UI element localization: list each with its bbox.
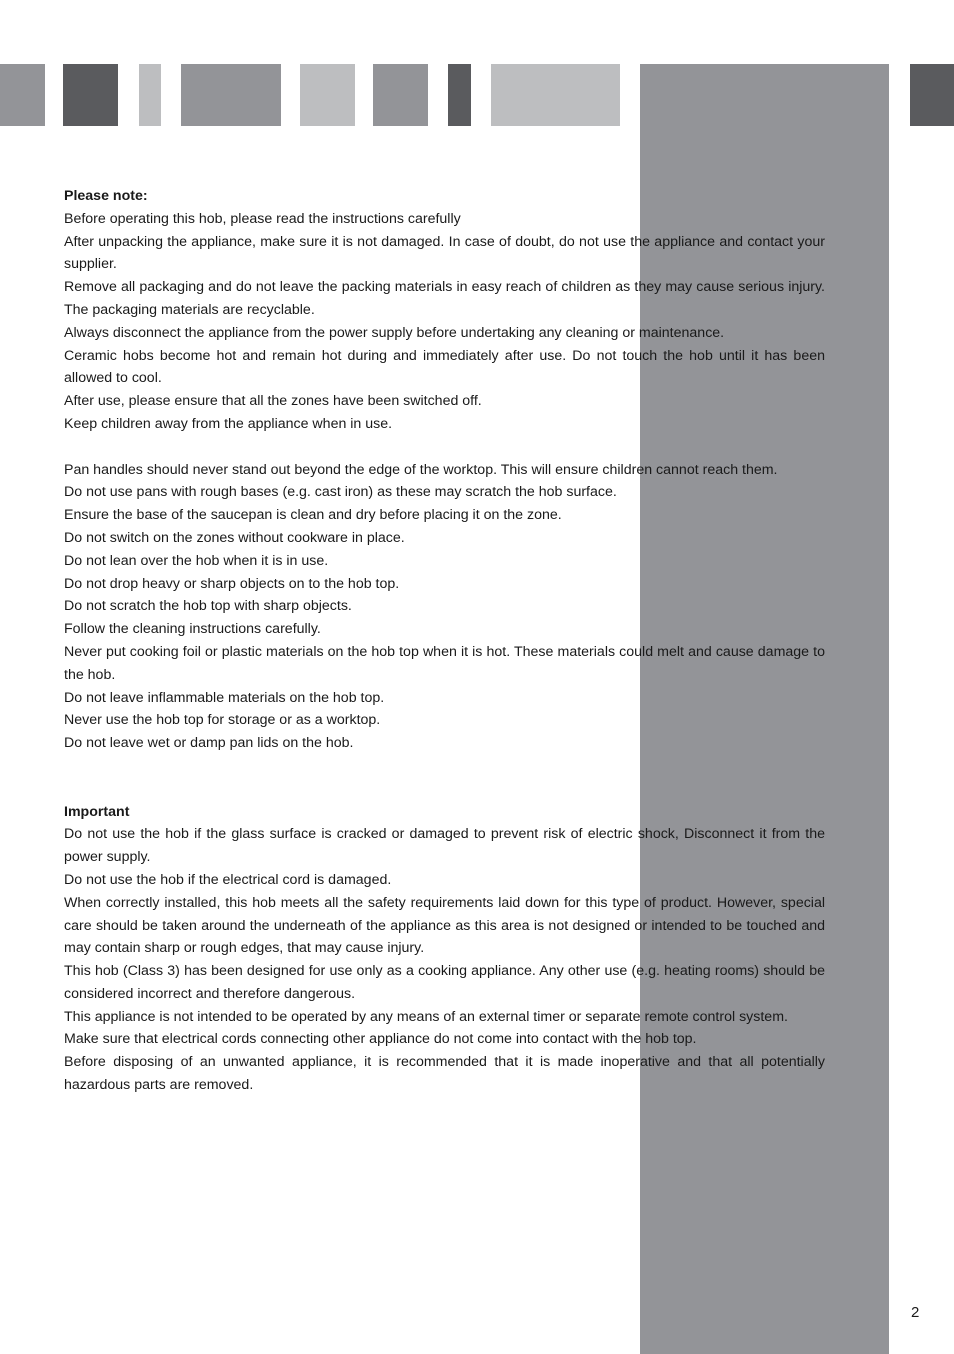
important-item: This hob (Class 3) has been designed for use only as a cooking appliance. Any other use (e.g. heating rooms) should be considered incorrect and therefore dangerous. (64, 963, 825, 1002)
note-item: Do not drop heavy or sharp objects on to the hob top. (64, 575, 400, 592)
note-item: Do not switch on the zones without cookware in place. (64, 529, 405, 546)
note-item: Remove all packaging and do not leave the packing materials in easy reach of children as they may cause serious injury. The packaging materials are recyclable. (64, 279, 825, 318)
note-item: After use, please ensure that all the zones have been switched off. (64, 393, 482, 410)
header-block-9 (910, 64, 954, 126)
header-block-4 (181, 64, 281, 126)
important-item: Do not use the hob if the glass surface is cracked or damaged to prevent risk of electric shock, Disconnect it from the power supply. (64, 826, 825, 866)
important-item: This appliance is not intended to be operated by any means of an external timer or separate remote control system. (64, 1008, 788, 1025)
note-list-1 (64, 208, 825, 436)
note-item: Always disconnect the appliance from the power supply before undertaking any cleaning or maintenance. (64, 324, 725, 341)
header-block-2 (63, 64, 118, 126)
note-item: Do not lean over the hob when it is in use. (64, 552, 329, 569)
note-item: Follow the cleaning instructions carefully. (64, 621, 321, 638)
main-content (64, 185, 825, 1097)
note-item: Before operating this hob, please read the instructions carefully (64, 210, 461, 227)
note-item: Do not scratch the hob top with sharp objects. (64, 598, 352, 615)
important-item: Before disposing of an unwanted appliance, it is recommended that it is made inoperative and that all potentially hazardous parts are removed. (64, 1054, 825, 1094)
header-block-6 (373, 64, 428, 126)
section-heading-please-note: Please note: (64, 188, 148, 204)
important-item: Do not use the hob if the electrical cord is damaged. (64, 871, 392, 888)
note-item: Never use the hob top for storage or as a worktop. (64, 712, 381, 729)
note-item: Do not leave inflammable materials on the hob top. (64, 689, 385, 706)
section-heading-important: Important (64, 803, 130, 820)
important-item: When correctly installed, this hob meets all the safety requirements laid down for this type of product. However, special care should be taken around the underneath of the appliance as this area is not designed or intended to be touched and may contain sharp or rough edges, that may cause injury. (64, 894, 825, 957)
important-list (64, 823, 825, 1097)
header-block-1 (0, 64, 45, 126)
note-item: Ceramic hobs become hot and remain hot during and immediately after use. Do not touch the hob until it has been allowed to cool. (64, 347, 825, 387)
note-item: Keep children away from the appliance when in use. (64, 415, 393, 432)
note-item: Never put cooking foil or plastic materials on the hob top when it is hot. These materials could melt and cause damage to the hob. (64, 643, 825, 683)
header-block-8 (491, 64, 620, 126)
header-block-5 (300, 64, 355, 126)
note-item: Do not leave wet or damp pan lids on the hob. (64, 735, 354, 752)
note-item: Ensure the base of the saucepan is clean and dry before placing it on the zone. (64, 507, 562, 524)
page-number: 2 (911, 1304, 920, 1321)
important-item: Make sure that electrical cords connecting other appliance do not come into contact with the hob top. (64, 1031, 697, 1048)
note-item: Do not use pans with rough bases (e.g. cast iron) as these may scratch the hob surface. (64, 484, 617, 501)
note-item: After unpacking the appliance, make sure it is not damaged. In case of doubt, do not use the appliance and contact your supplier. (64, 233, 825, 273)
note-item: Pan handles should never stand out beyond the edge of the worktop. This will ensure children cannot reach them. (64, 461, 778, 478)
note-list-2 (64, 459, 825, 755)
header-block-7 (448, 64, 471, 126)
header-block-3 (139, 64, 161, 126)
